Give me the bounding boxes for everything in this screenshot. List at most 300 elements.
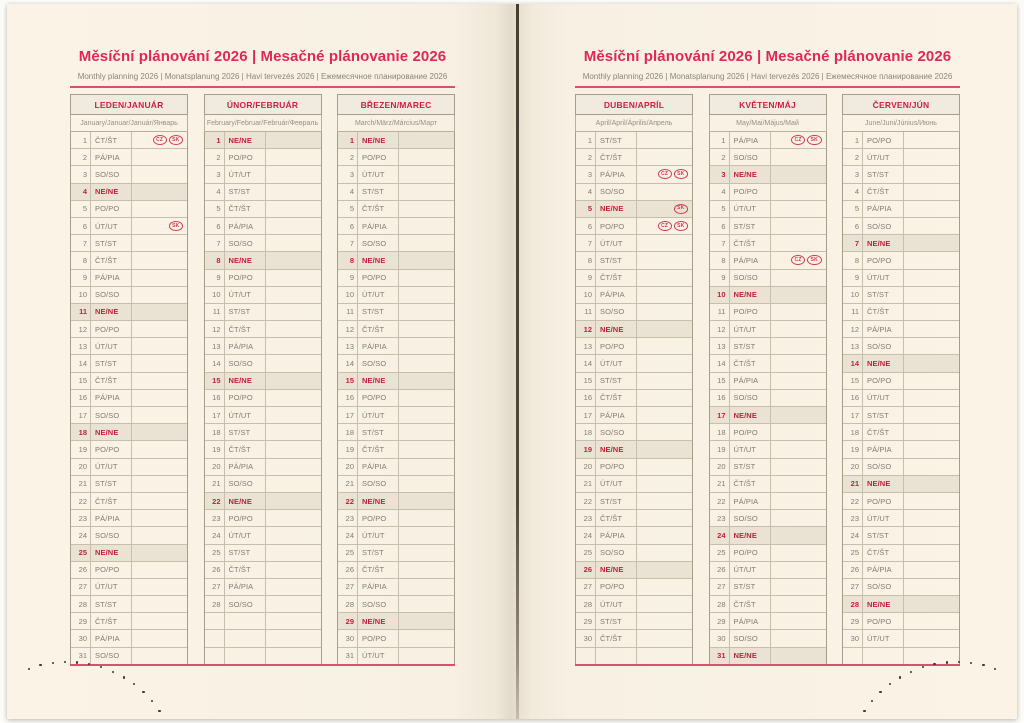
day-row bbox=[576, 234, 692, 251]
notes-cell bbox=[637, 613, 692, 629]
day-row bbox=[338, 148, 454, 165]
day-number: 17 bbox=[71, 407, 91, 423]
day-abbrev: ÚT/UT bbox=[596, 355, 637, 371]
notes-cell bbox=[132, 527, 187, 543]
perforation-dot bbox=[982, 664, 984, 666]
day-abbrev: ST/ST bbox=[91, 235, 132, 251]
day-number: 19 bbox=[843, 441, 863, 457]
day-abbrev: ČT/ŠT bbox=[730, 476, 771, 492]
day-row bbox=[576, 286, 692, 303]
notes-cell bbox=[266, 390, 321, 406]
notes-cell bbox=[904, 321, 959, 337]
day-abbrev: NE/NE bbox=[596, 562, 637, 578]
notes-cell bbox=[771, 424, 826, 440]
notes-cell bbox=[637, 287, 692, 303]
notes-cell bbox=[266, 407, 321, 423]
day-row bbox=[576, 148, 692, 165]
notes-cell bbox=[771, 321, 826, 337]
top-rule bbox=[575, 86, 960, 88]
day-row bbox=[338, 200, 454, 217]
day-abbrev: ST/ST bbox=[730, 338, 771, 354]
day-abbrev: PO/PO bbox=[596, 459, 637, 475]
day-row bbox=[710, 423, 826, 440]
empty-row bbox=[205, 629, 321, 646]
holiday-badge-sk: SK bbox=[674, 169, 688, 179]
notes-cell bbox=[637, 441, 692, 457]
day-row bbox=[710, 544, 826, 561]
day-abbrev: ÚT/UT bbox=[91, 218, 132, 234]
notes-cell bbox=[904, 201, 959, 217]
day-row bbox=[843, 183, 959, 200]
day-number bbox=[205, 648, 225, 664]
notes-cell bbox=[132, 476, 187, 492]
day-abbrev: ÚT/UT bbox=[358, 166, 399, 182]
day-abbrev: SO/SO bbox=[596, 545, 637, 561]
day-row bbox=[205, 406, 321, 423]
day-row bbox=[338, 132, 454, 148]
page-title: Měsíční plánování 2026 | Mesačné plánovanie 2026 bbox=[583, 48, 952, 65]
day-abbrev: NE/NE bbox=[730, 407, 771, 423]
day-abbrev: ÚT/UT bbox=[730, 321, 771, 337]
top-rule bbox=[70, 86, 455, 88]
day-row bbox=[338, 406, 454, 423]
day-row bbox=[338, 440, 454, 457]
day-abbrev: ÚT/UT bbox=[863, 270, 904, 286]
holiday-badge-sk: SK bbox=[807, 135, 821, 145]
day-row bbox=[205, 337, 321, 354]
day-abbrev: PO/PO bbox=[358, 390, 399, 406]
notes-cell bbox=[637, 424, 692, 440]
day-row bbox=[710, 612, 826, 629]
day-row bbox=[205, 183, 321, 200]
day-abbrev: ST/ST bbox=[863, 527, 904, 543]
notes-cell bbox=[399, 545, 454, 561]
day-row bbox=[576, 217, 692, 234]
day-number: 7 bbox=[843, 235, 863, 251]
day-row bbox=[71, 251, 187, 268]
day-abbrev: ČT/ŠT bbox=[91, 132, 132, 148]
day-number: 5 bbox=[71, 201, 91, 217]
notes-cell bbox=[637, 545, 692, 561]
day-row bbox=[71, 217, 187, 234]
day-abbrev: ST/ST bbox=[358, 424, 399, 440]
day-row bbox=[576, 406, 692, 423]
day-number: 10 bbox=[710, 287, 730, 303]
day-row bbox=[843, 406, 959, 423]
day-abbrev: NE/NE bbox=[358, 132, 399, 148]
day-number: 26 bbox=[71, 562, 91, 578]
day-row bbox=[710, 509, 826, 526]
day-number: 8 bbox=[338, 252, 358, 268]
day-number: 19 bbox=[71, 441, 91, 457]
notes-cell bbox=[266, 270, 321, 286]
day-abbrev: PÁ/PIA bbox=[91, 510, 132, 526]
day-number: 23 bbox=[71, 510, 91, 526]
notes-cell bbox=[771, 132, 826, 148]
notes-cell bbox=[266, 166, 321, 182]
day-number bbox=[205, 613, 225, 629]
day-abbrev: ST/ST bbox=[596, 132, 637, 148]
day-number: 14 bbox=[71, 355, 91, 371]
day-abbrev: PÁ/PIA bbox=[358, 218, 399, 234]
day-row bbox=[338, 269, 454, 286]
day-row bbox=[338, 303, 454, 320]
day-abbrev: ČT/ŠT bbox=[225, 321, 266, 337]
day-row bbox=[576, 303, 692, 320]
day-row bbox=[338, 475, 454, 492]
day-row bbox=[71, 406, 187, 423]
day-abbrev: SO/SO bbox=[863, 338, 904, 354]
day-row bbox=[843, 337, 959, 354]
day-abbrev: ČT/ŠT bbox=[863, 184, 904, 200]
notes-cell bbox=[904, 562, 959, 578]
notes-cell bbox=[771, 630, 826, 646]
day-abbrev: PÁ/PIA bbox=[358, 579, 399, 595]
day-row bbox=[843, 492, 959, 509]
day-number: 21 bbox=[338, 476, 358, 492]
day-row bbox=[710, 389, 826, 406]
day-row bbox=[205, 234, 321, 251]
day-number: 5 bbox=[576, 201, 596, 217]
day-row bbox=[338, 234, 454, 251]
day-number: 16 bbox=[71, 390, 91, 406]
day-number: 7 bbox=[338, 235, 358, 251]
notes-cell bbox=[399, 304, 454, 320]
notes-cell bbox=[132, 132, 187, 148]
notes-cell bbox=[771, 355, 826, 371]
notes-cell bbox=[637, 252, 692, 268]
day-row bbox=[710, 440, 826, 457]
notes-cell bbox=[771, 304, 826, 320]
day-row bbox=[576, 251, 692, 268]
notes-cell bbox=[132, 459, 187, 475]
day-row bbox=[576, 595, 692, 612]
day-row bbox=[338, 561, 454, 578]
day-abbrev: PÁ/PIA bbox=[358, 459, 399, 475]
notes-cell bbox=[904, 579, 959, 595]
notes-cell bbox=[132, 166, 187, 182]
day-abbrev: PÁ/PIA bbox=[91, 270, 132, 286]
day-row bbox=[843, 148, 959, 165]
day-abbrev bbox=[863, 648, 904, 664]
notes-cell bbox=[266, 527, 321, 543]
day-number: 16 bbox=[843, 390, 863, 406]
day-row bbox=[843, 612, 959, 629]
day-row bbox=[710, 475, 826, 492]
day-abbrev: ČT/ŠT bbox=[358, 441, 399, 457]
day-number: 20 bbox=[710, 459, 730, 475]
day-abbrev: PÁ/PIA bbox=[91, 630, 132, 646]
day-row bbox=[710, 269, 826, 286]
day-row bbox=[576, 269, 692, 286]
day-abbrev: NE/NE bbox=[596, 201, 637, 217]
notes-cell bbox=[771, 338, 826, 354]
day-number: 30 bbox=[843, 630, 863, 646]
day-number: 29 bbox=[71, 613, 91, 629]
day-row bbox=[710, 372, 826, 389]
day-abbrev: PO/PO bbox=[225, 149, 266, 165]
notes-cell bbox=[132, 441, 187, 457]
notes-cell bbox=[399, 287, 454, 303]
day-row bbox=[576, 440, 692, 457]
day-number: 2 bbox=[71, 149, 91, 165]
notes-cell bbox=[266, 510, 321, 526]
day-row bbox=[205, 526, 321, 543]
day-row bbox=[843, 595, 959, 612]
day-abbrev: NE/NE bbox=[358, 493, 399, 509]
day-number: 20 bbox=[71, 459, 91, 475]
day-abbrev: SO/SO bbox=[358, 596, 399, 612]
day-abbrev: PÁ/PIA bbox=[91, 149, 132, 165]
page-subtitle: Monthly planning 2026 | Monatsplanung 2026 | Havi tervezés 2026 | Ежемесячное планирование 2026 bbox=[582, 72, 953, 81]
day-abbrev: NE/NE bbox=[596, 441, 637, 457]
notes-cell bbox=[904, 459, 959, 475]
day-row bbox=[843, 389, 959, 406]
day-row bbox=[710, 406, 826, 423]
day-number: 15 bbox=[338, 373, 358, 389]
notes-cell bbox=[637, 184, 692, 200]
day-abbrev: SO/SO bbox=[596, 184, 637, 200]
notes-cell bbox=[266, 132, 321, 148]
notes-cell bbox=[399, 184, 454, 200]
day-row bbox=[205, 148, 321, 165]
day-row bbox=[710, 578, 826, 595]
day-number: 4 bbox=[576, 184, 596, 200]
day-number: 11 bbox=[843, 304, 863, 320]
day-row bbox=[843, 578, 959, 595]
day-abbrev: PÁ/PIA bbox=[358, 338, 399, 354]
day-row bbox=[205, 561, 321, 578]
day-abbrev: SO/SO bbox=[863, 218, 904, 234]
day-number bbox=[576, 648, 596, 664]
day-number: 5 bbox=[338, 201, 358, 217]
day-abbrev: PÁ/PIA bbox=[730, 613, 771, 629]
day-number: 31 bbox=[71, 648, 91, 664]
day-number: 19 bbox=[710, 441, 730, 457]
notes-cell bbox=[399, 613, 454, 629]
day-row bbox=[338, 458, 454, 475]
day-abbrev: ÚT/UT bbox=[358, 648, 399, 664]
notes-cell bbox=[904, 596, 959, 612]
notes-cell bbox=[132, 201, 187, 217]
day-number: 8 bbox=[205, 252, 225, 268]
notes-cell bbox=[904, 424, 959, 440]
notes-cell bbox=[132, 510, 187, 526]
notes-cell bbox=[904, 338, 959, 354]
day-number: 27 bbox=[71, 579, 91, 595]
day-abbrev: ČT/ŠT bbox=[596, 149, 637, 165]
perforation-dot bbox=[970, 662, 972, 664]
notes-cell bbox=[399, 459, 454, 475]
day-number: 9 bbox=[205, 270, 225, 286]
day-row bbox=[71, 423, 187, 440]
notes-cell bbox=[771, 648, 826, 664]
day-number: 28 bbox=[576, 596, 596, 612]
day-number: 27 bbox=[576, 579, 596, 595]
day-number: 26 bbox=[843, 562, 863, 578]
month-grid bbox=[204, 132, 322, 665]
day-abbrev: ST/ST bbox=[730, 459, 771, 475]
day-row bbox=[338, 320, 454, 337]
empty-row bbox=[205, 647, 321, 664]
day-number: 22 bbox=[576, 493, 596, 509]
day-row bbox=[576, 458, 692, 475]
day-row bbox=[338, 337, 454, 354]
day-row bbox=[710, 629, 826, 646]
day-row bbox=[710, 251, 826, 268]
notes-cell bbox=[771, 476, 826, 492]
day-row bbox=[205, 475, 321, 492]
day-abbrev: NE/NE bbox=[225, 493, 266, 509]
notes-cell bbox=[399, 235, 454, 251]
day-row bbox=[205, 492, 321, 509]
day-row bbox=[71, 269, 187, 286]
notes-cell bbox=[399, 252, 454, 268]
day-row bbox=[843, 526, 959, 543]
day-row bbox=[71, 320, 187, 337]
notes-cell bbox=[771, 493, 826, 509]
day-abbrev: PÁ/PIA bbox=[730, 132, 771, 148]
day-abbrev: NE/NE bbox=[91, 304, 132, 320]
day-row bbox=[710, 303, 826, 320]
day-abbrev: PO/PO bbox=[596, 338, 637, 354]
notes-cell bbox=[637, 338, 692, 354]
day-number: 26 bbox=[710, 562, 730, 578]
day-number bbox=[205, 630, 225, 646]
day-row bbox=[71, 286, 187, 303]
day-number: 10 bbox=[71, 287, 91, 303]
notes-cell bbox=[132, 321, 187, 337]
notes-cell bbox=[266, 648, 321, 664]
day-abbrev bbox=[225, 630, 266, 646]
day-number: 5 bbox=[205, 201, 225, 217]
day-number: 3 bbox=[843, 166, 863, 182]
day-number: 4 bbox=[71, 184, 91, 200]
notes-cell bbox=[132, 562, 187, 578]
day-row bbox=[576, 132, 692, 148]
day-number: 29 bbox=[576, 613, 596, 629]
notes-cell bbox=[132, 613, 187, 629]
day-number: 13 bbox=[843, 338, 863, 354]
day-row bbox=[338, 647, 454, 664]
day-row bbox=[710, 148, 826, 165]
day-row bbox=[205, 303, 321, 320]
day-number: 12 bbox=[71, 321, 91, 337]
month-grid bbox=[842, 132, 960, 665]
notes-cell bbox=[399, 270, 454, 286]
day-number: 11 bbox=[71, 304, 91, 320]
day-abbrev: SO/SO bbox=[863, 459, 904, 475]
day-abbrev: ST/ST bbox=[730, 218, 771, 234]
day-abbrev: ÚT/UT bbox=[358, 407, 399, 423]
day-number: 20 bbox=[843, 459, 863, 475]
day-abbrev: PÁ/PIA bbox=[225, 218, 266, 234]
day-row bbox=[338, 509, 454, 526]
day-row bbox=[205, 389, 321, 406]
day-abbrev: ČT/ŠT bbox=[225, 562, 266, 578]
day-row bbox=[338, 372, 454, 389]
day-row bbox=[576, 561, 692, 578]
day-abbrev: SO/SO bbox=[225, 596, 266, 612]
day-number: 3 bbox=[576, 166, 596, 182]
day-row bbox=[71, 337, 187, 354]
notes-cell bbox=[266, 184, 321, 200]
day-abbrev: ÚT/UT bbox=[863, 510, 904, 526]
notes-cell bbox=[266, 338, 321, 354]
notes-cell bbox=[904, 304, 959, 320]
day-abbrev: PÁ/PIA bbox=[730, 373, 771, 389]
day-abbrev bbox=[225, 648, 266, 664]
day-row bbox=[71, 475, 187, 492]
day-abbrev: NE/NE bbox=[730, 648, 771, 664]
day-abbrev: PO/PO bbox=[863, 132, 904, 148]
day-abbrev: SO/SO bbox=[358, 355, 399, 371]
notes-cell bbox=[637, 355, 692, 371]
day-number: 29 bbox=[338, 613, 358, 629]
month-column-april bbox=[575, 94, 693, 665]
day-number: 13 bbox=[576, 338, 596, 354]
month-name: LEDEN/JANUÁR bbox=[70, 94, 188, 115]
day-abbrev: ST/ST bbox=[863, 166, 904, 182]
day-number: 10 bbox=[205, 287, 225, 303]
holiday-badge-sk: SK bbox=[807, 255, 821, 265]
notes-cell bbox=[266, 613, 321, 629]
day-number: 14 bbox=[710, 355, 730, 371]
day-row bbox=[710, 561, 826, 578]
day-row bbox=[205, 423, 321, 440]
day-number: 21 bbox=[205, 476, 225, 492]
day-number bbox=[843, 648, 863, 664]
day-number: 23 bbox=[710, 510, 730, 526]
day-number: 4 bbox=[710, 184, 730, 200]
day-number: 25 bbox=[71, 545, 91, 561]
day-number: 22 bbox=[710, 493, 730, 509]
day-number: 12 bbox=[710, 321, 730, 337]
day-abbrev: SO/SO bbox=[225, 355, 266, 371]
notes-cell bbox=[132, 355, 187, 371]
day-row bbox=[71, 492, 187, 509]
months-left bbox=[70, 94, 455, 665]
day-abbrev: ÚT/UT bbox=[596, 235, 637, 251]
notes-cell bbox=[399, 493, 454, 509]
day-row bbox=[71, 561, 187, 578]
notes-cell bbox=[904, 373, 959, 389]
day-number: 27 bbox=[338, 579, 358, 595]
notes-cell bbox=[637, 166, 692, 182]
day-row bbox=[576, 578, 692, 595]
day-row bbox=[338, 183, 454, 200]
notes-cell bbox=[904, 218, 959, 234]
day-row bbox=[576, 354, 692, 371]
day-row bbox=[843, 200, 959, 217]
day-abbrev: ST/ST bbox=[358, 545, 399, 561]
day-number: 19 bbox=[338, 441, 358, 457]
notes-cell bbox=[266, 493, 321, 509]
notes-cell bbox=[637, 235, 692, 251]
notes-cell bbox=[637, 459, 692, 475]
day-number: 4 bbox=[205, 184, 225, 200]
day-abbrev: NE/NE bbox=[730, 166, 771, 182]
holiday-badge-cz: CZ bbox=[791, 135, 805, 145]
day-number: 2 bbox=[576, 149, 596, 165]
day-row bbox=[71, 629, 187, 646]
day-row bbox=[576, 183, 692, 200]
day-number: 1 bbox=[338, 132, 358, 148]
day-abbrev: ST/ST bbox=[358, 184, 399, 200]
day-row bbox=[843, 509, 959, 526]
day-number: 12 bbox=[843, 321, 863, 337]
day-abbrev: PÁ/PIA bbox=[91, 390, 132, 406]
